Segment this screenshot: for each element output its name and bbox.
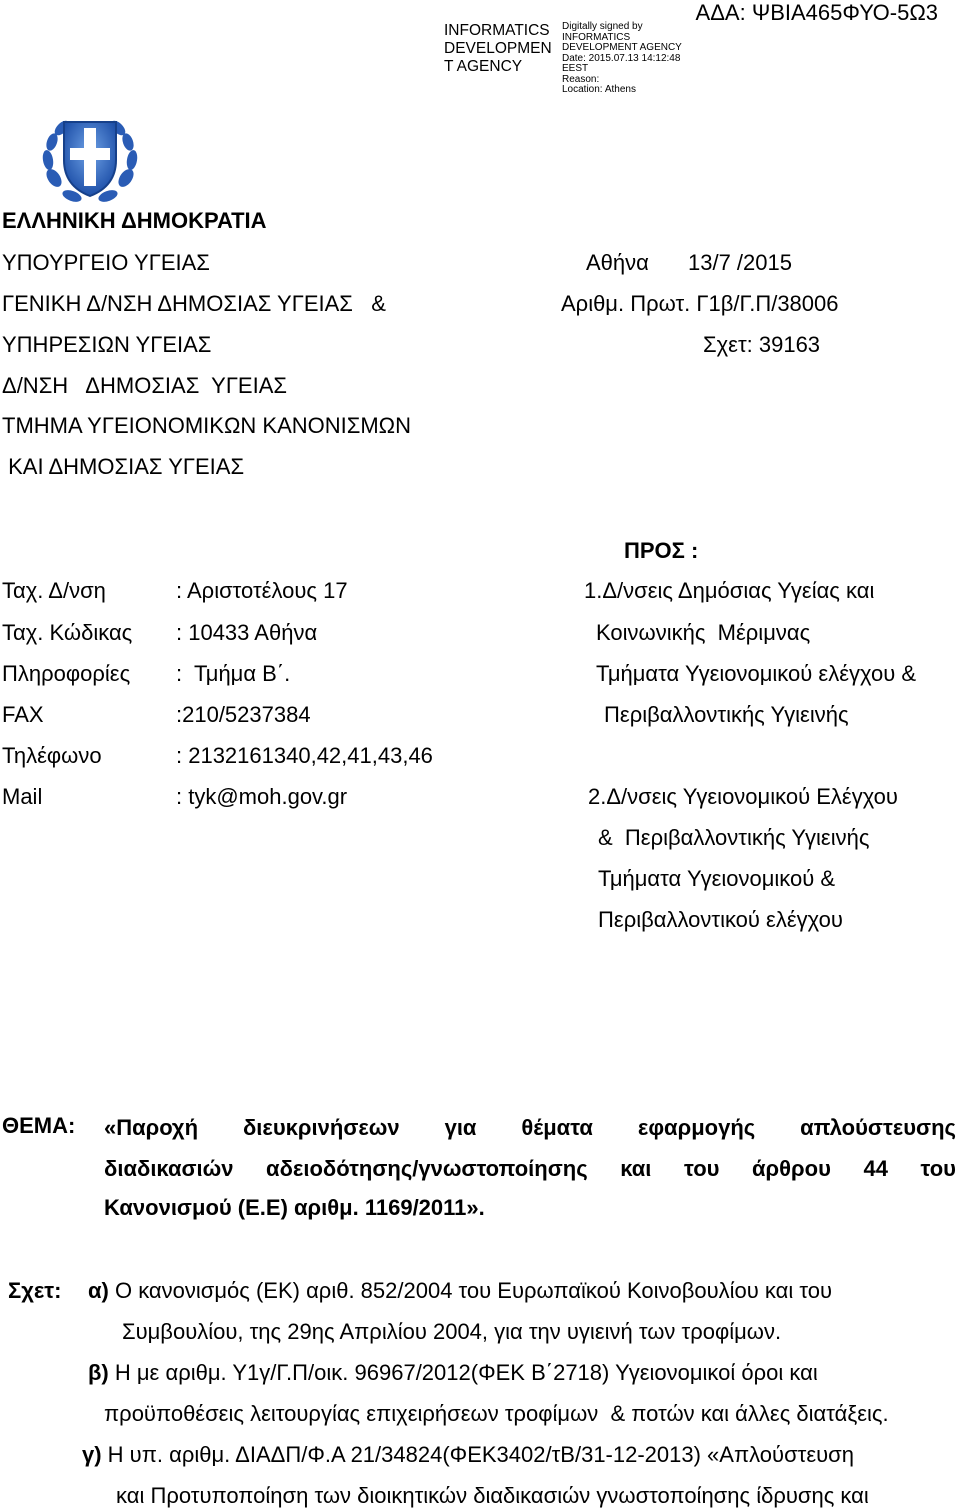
related-number: Σχετ: 39163 <box>703 332 821 357</box>
signature-line: EEST <box>562 63 589 74</box>
reference-b-mark: β) <box>88 1360 109 1385</box>
general-directorate-line2: ΥΠΗΡΕΣΙΩΝ ΥΓΕΙΑΣ <box>2 332 212 357</box>
contact-label: Ταχ. Δ/νση <box>2 578 106 603</box>
reference-c-line2: και Προτυποποίηση των διοικητικών διαδικασιών γνωστοποίησης ίδρυσης και <box>116 1483 869 1508</box>
recipient-1-line3: Τμήματα Υγειονομικού ελέγχου & <box>596 661 917 686</box>
subject-word: εφαρμογής <box>637 1115 756 1140</box>
subject-word: απλούστευσης <box>800 1115 956 1140</box>
contact-label: Mail <box>2 784 43 809</box>
reference-a <box>88 1280 832 1302</box>
directorate-name: Δ/ΝΣΗ ΔΗΜΟΣΙΑΣ ΥΓΕΙΑΣ <box>2 373 287 398</box>
recipient-2-line1: 2.Δ/νσεις Υγειονομικού Ελέγχου <box>588 784 898 809</box>
signature-line: Digitally signed by <box>562 21 643 32</box>
references-label: Σχετ: <box>8 1278 62 1303</box>
subject-word: θέματα <box>521 1115 593 1140</box>
signature-line: Date: 2015.07.13 14:12:48 <box>562 52 681 64</box>
ada-code: ΑΔΑ: ΨΒΙΑ465ΦΥΟ-5Ω3 <box>695 0 938 25</box>
reference-a-line2: Συμβουλίου, της 29ης Απριλίου 2004, για την υγιεινή των τροφίμων. <box>122 1319 782 1344</box>
subject-word: του <box>920 1156 956 1181</box>
subject-word: του <box>683 1156 720 1181</box>
ministry-name: ΥΠΟΥΡΓΕΙΟ ΥΓΕΙΑΣ <box>2 250 210 275</box>
signature-details <box>562 22 702 96</box>
reference-a-text: Ο κανονισμός (ΕΚ) αριθ. 852/2004 του Ευρωπαϊκού Κοινοβουλίου και του <box>108 1278 833 1303</box>
reference-b <box>88 1362 818 1384</box>
recipients-heading: ΠΡΟΣ : <box>624 538 699 563</box>
reference-c-text: Η υπ. αριθμ. ΔΙΑΔΠ/Φ.Α 21/34824(ΦΕΚ3402/τΒ/31-12-2013) «Απλούστευση <box>101 1442 854 1467</box>
contact-email: : tyk@moh.gov.gr <box>176 784 348 809</box>
signature-organization: INFORMATICS DEVELOPMEN T AGENCY <box>444 22 552 75</box>
subject-word: αδειοδότησης/γνωστοποίησης <box>266 1156 588 1181</box>
subject-word: «Παροχή <box>104 1115 199 1140</box>
department-line1: ΤΜΗΜΑ ΥΓΕΙΟΝΟΜΙΚΩΝ ΚΑΝΟΝΙΣΜΩΝ <box>2 413 412 438</box>
recipient-1-line1: 1.Δ/νσεις Δημόσιας Υγείας και <box>584 578 875 603</box>
subject-line2 <box>104 1156 956 1182</box>
contact-value: : 10433 Αθήνα <box>176 620 318 645</box>
general-directorate-line1: ΓΕΝΙΚΗ Δ/ΝΣΗ ΔΗΜΟΣΙΑΣ ΥΓΕΙΑΣ & <box>2 291 386 316</box>
document-date: 13/7 /2015 <box>688 250 792 275</box>
reference-b-line2: προϋποθέσεις λειτουργίας επιχειρήσεων τροφίμων & ποτών και άλλες διατάξεις. <box>104 1401 889 1426</box>
reference-a-mark: α) <box>88 1278 109 1303</box>
contact-label: Ταχ. Κώδικας <box>2 620 133 645</box>
signature-line: Location: Athens <box>562 84 636 95</box>
signature-line: DEVELOPMENT AGENCY <box>562 42 682 53</box>
contact-label: Πληροφορίες <box>2 661 131 686</box>
recipient-1-line4: Περιβαλλοντικής Υγιεινής <box>604 702 849 727</box>
department-line2: ΚΑΙ ΔΗΜΟΣΙΑΣ ΥΓΕΙΑΣ <box>2 454 245 479</box>
reference-c <box>82 1444 854 1466</box>
signature-line: INFORMATICS <box>562 31 631 43</box>
recipient-2-line4: Περιβαλλοντικού ελέγχου <box>598 907 843 932</box>
subject-line1 <box>104 1115 956 1141</box>
greek-coat-of-arms-icon <box>40 108 140 208</box>
subject-word: διαδικασιών <box>104 1156 234 1181</box>
subject-label: ΘΕΜΑ: <box>2 1113 76 1138</box>
subject-word: άρθρου <box>752 1156 831 1181</box>
recipient-2-line3: Τμήματα Υγειονομικού & <box>598 866 836 891</box>
subject-word: και <box>620 1156 652 1181</box>
contact-value: :210/5237384 <box>176 702 311 727</box>
reference-b-text: Η με αριθμ. Υ1γ/Γ.Π/οικ. 96967/2012(ΦΕΚ Β΄2718) Υγειονομικοί όροι και <box>108 1360 818 1385</box>
subject-word: για <box>444 1115 477 1140</box>
republic-heading: ΕΛΛΗΝΙΚΗ ΔΗΜΟΚΡΑΤΙΑ <box>2 208 267 233</box>
contact-label: Τηλέφωνο <box>2 743 102 768</box>
recipient-1-line2: Κοινωνικής Μέριμνας <box>596 620 811 645</box>
subject-word: διευκρινήσεων <box>242 1115 400 1140</box>
recipient-2-line2: & Περιβαλλοντικής Υγιεινής <box>598 825 870 850</box>
subject-word: 44 <box>863 1156 888 1181</box>
place: Αθήνα <box>586 250 649 275</box>
subject-line3: Κανονισμού (Ε.Ε) αριθμ. 1169/2011». <box>104 1195 485 1220</box>
reference-c-mark: γ) <box>82 1442 102 1467</box>
contact-value: : Τμήμα Β΄. <box>176 661 291 686</box>
protocol-number: Αριθμ. Πρωτ. Γ1β/Γ.Π/38006 <box>561 291 839 316</box>
contact-label: FAX <box>2 702 44 727</box>
contact-value: : 2132161340,42,41,43,46 <box>176 743 433 768</box>
contact-value: : Αριστοτέλους 17 <box>176 578 348 603</box>
signature-line: Reason: <box>562 73 600 85</box>
